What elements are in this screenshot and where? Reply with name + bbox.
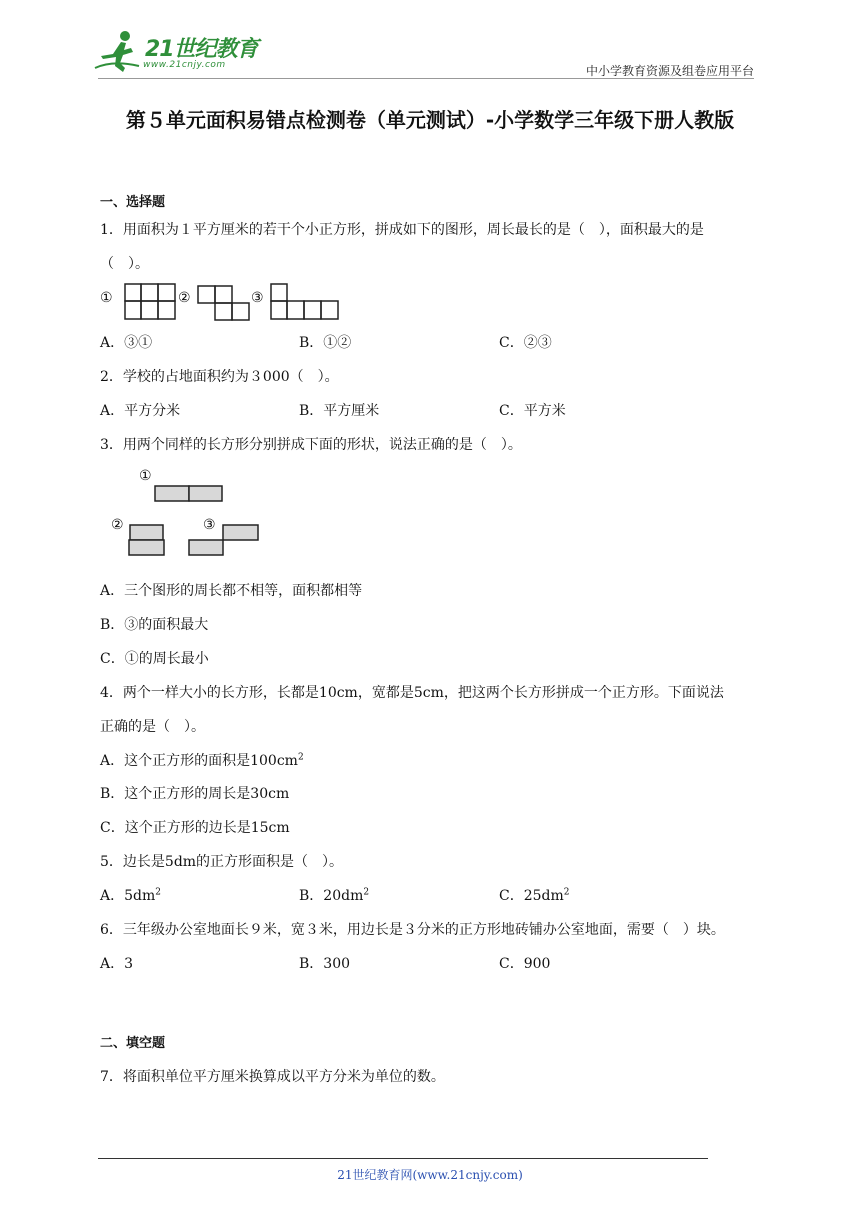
q4-option-a[interactable] [100, 750, 304, 770]
q1-fig-label-2: ② [178, 290, 191, 306]
q5-option-b[interactable] [299, 885, 369, 905]
q5-option-a-exponent: 2 [155, 887, 161, 898]
q5-option-b-text: B．20dm [299, 888, 364, 904]
logo [93, 30, 263, 78]
q5-option-c-exponent: 2 [563, 887, 570, 898]
q1-option-c[interactable]: C．②③ [499, 335, 552, 351]
logo-url: www.21cnjy.com [143, 60, 226, 70]
q2-option-b[interactable]: B．平方厘米 [299, 403, 380, 419]
q7-stem: 7．将面积单位平方厘米换算成以平方分米为单位的数。 [100, 1069, 445, 1085]
q5-option-a-text: A．5dm [100, 888, 156, 904]
q3-fig-label-1: ① [139, 468, 152, 484]
q3-shape-3 [188, 524, 260, 556]
q6-stem: 6．三年级办公室地面长９米，宽３米，用边长是３分米的正方形地砖铺办公室地面，需要（ ）块。 [100, 922, 725, 938]
q6-option-a[interactable]: A．3 [100, 956, 134, 972]
q2-stem: 2．学校的占地面积约为３000（ ）。 [100, 369, 339, 385]
footer-divider [98, 1158, 708, 1159]
page-title: 第５单元面积易错点检测卷（单元测试）-小学数学三年级下册人教版 [125, 108, 735, 132]
q4-option-a-text: A．这个正方形的面积是100cm [100, 753, 298, 769]
q5-option-b-exponent: 2 [363, 887, 370, 898]
q3-option-a[interactable]: A．三个图形的周长都不相等，面积都相等 [100, 583, 363, 599]
q1-shape-1 [124, 283, 176, 321]
q1-stem-line1: 1．用面积为１平方厘米的若干个小正方形，拼成如下的图形，周长最长的是（ ），面积最大的是 [100, 222, 704, 238]
q4-stem-line2: 正确的是（ ）。 [100, 719, 205, 735]
q1-option-a[interactable]: A．③① [100, 335, 153, 351]
section-heading-fill: 二、填空题 [100, 1036, 166, 1051]
q1-fig-label-1: ① [100, 290, 113, 306]
q5-option-c-text: C．25dm [499, 888, 564, 904]
q1-shape-3 [270, 283, 340, 321]
header-divider [98, 78, 754, 79]
q3-stem: 3．用两个同样的长方形分别拼成下面的形状，说法正确的是（ ）。 [100, 437, 522, 453]
q4-option-c[interactable]: C．这个正方形的边长是15cm [100, 820, 290, 836]
q3-option-c[interactable]: C．①的周长最小 [100, 651, 209, 667]
q2-option-c[interactable]: C．平方米 [499, 403, 566, 419]
runner-logo-icon [93, 30, 149, 74]
q4-stem-line1: 4．两个一样大小的长方形，长都是10cm，宽都是5cm，把这两个长方形拼成一个正方形。下面说法 [100, 685, 724, 701]
q3-shape-2 [128, 524, 166, 556]
q3-option-b[interactable]: B．③的面积最大 [100, 617, 209, 633]
q2-option-a[interactable]: A．平方分米 [100, 403, 181, 419]
q1-shape-2 [197, 285, 251, 321]
q5-stem: 5．边长是5dm的正方形面积是（ ）。 [100, 854, 344, 870]
platform-name: 中小学教育资源及组卷应用平台 [585, 64, 754, 78]
q5-option-a[interactable] [100, 885, 161, 905]
q3-figure [108, 468, 268, 560]
q1-stem-line2: （ ）。 [100, 256, 149, 272]
q4-option-b[interactable]: B．这个正方形的周长是30cm [100, 786, 290, 802]
section-heading-choice: 一、选择题 [100, 195, 166, 210]
q1-option-b[interactable]: B．①② [299, 335, 352, 351]
footer-link[interactable]: 21世纪教育网(www.21cnjy.com) [337, 1168, 523, 1182]
q3-shape-1 [154, 485, 224, 503]
page-header [0, 0, 860, 80]
logo-text: 21世纪教育 [145, 37, 258, 62]
q4-option-a-exponent: 2 [297, 752, 304, 763]
q3-fig-label-2: ② [111, 517, 124, 533]
q6-option-b[interactable]: B．300 [299, 956, 351, 972]
q1-fig-label-3: ③ [251, 290, 264, 306]
q5-option-c[interactable] [499, 885, 570, 905]
q6-option-c[interactable]: C．900 [499, 956, 551, 972]
q3-fig-label-3: ③ [203, 517, 216, 533]
